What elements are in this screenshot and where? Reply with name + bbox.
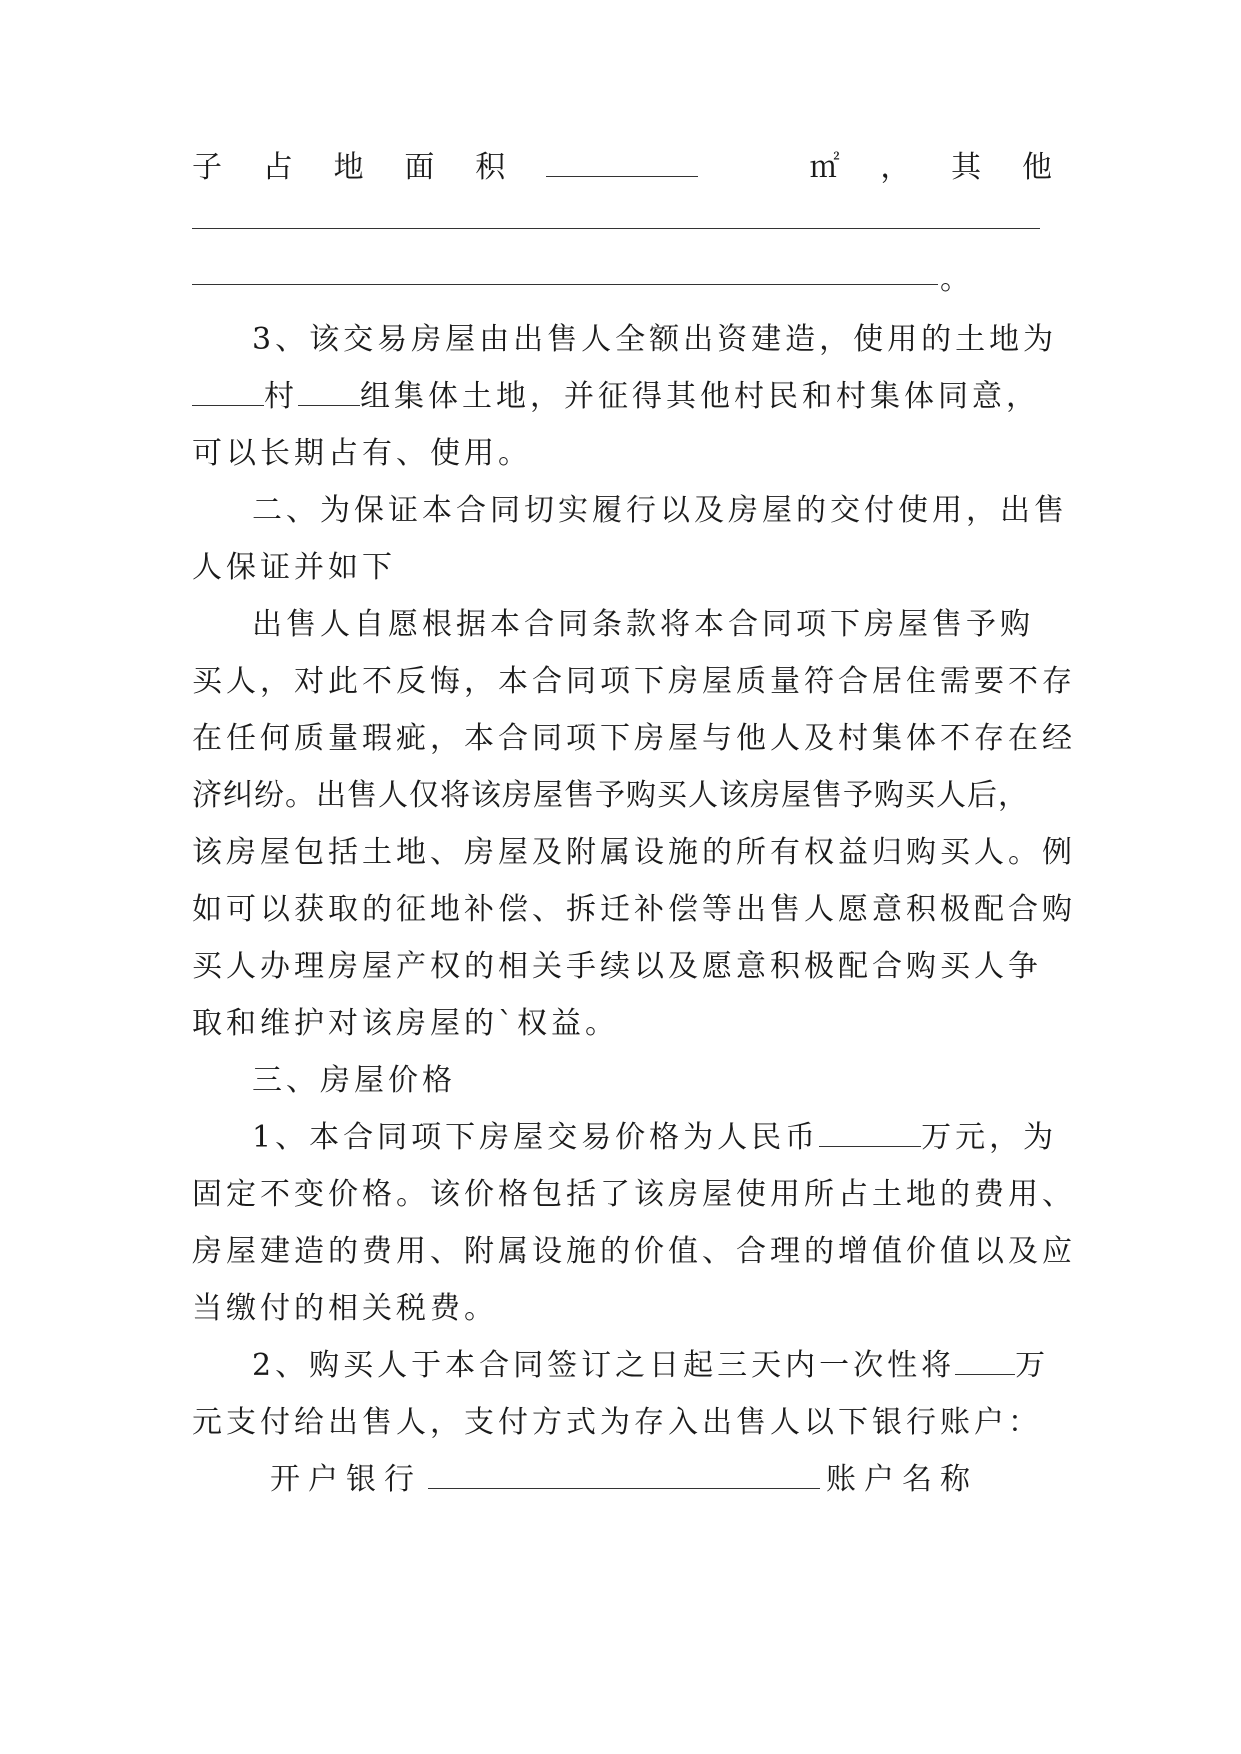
price-blank[interactable]: [819, 1120, 921, 1147]
land-area-line: [192, 148, 1052, 188]
payment-amount-blank[interactable]: [955, 1348, 1015, 1375]
price-1-line-4: 当缴付的相关税费。: [192, 1291, 498, 1326]
clause-3-line-2: [192, 377, 1052, 417]
seller-para-line-3: 在任何质量瑕疵，本合同项下房屋与他人及村集体不存在经: [192, 721, 1076, 756]
group-blank[interactable]: [298, 379, 360, 406]
seller-para-line-2: 买人，对此不反悔，本合同项下房屋质量符合居住需要不存: [192, 664, 1076, 699]
price-2-line-2: 元支付给出售人，支付方式为存入出售人以下银行账户：: [192, 1405, 1042, 1440]
seller-para-line-6: 如可以获取的征地补偿、拆迁补偿等出售人愿意积极配合购: [192, 892, 1076, 927]
text-char: 面: [404, 150, 435, 185]
section-3-title: 三、房屋价格: [252, 1063, 456, 1098]
payment-unit-text: 万: [1015, 1348, 1050, 1383]
section-2-line-1: 二、为保证本合同切实履行以及房屋的交付使用，出售: [252, 493, 1068, 528]
price-2-line-1: [252, 1346, 1052, 1386]
bank-line: [270, 1460, 1052, 1500]
text-char: 积: [475, 150, 506, 185]
clause-3-line-1: 3、该交易房屋由出售人全额出资建造，使用的土地为: [252, 322, 1058, 357]
village-label: 村: [264, 379, 298, 414]
text-char: 子: [192, 150, 222, 185]
text-char: 占: [262, 150, 293, 185]
text-char: 其: [951, 150, 982, 185]
unit-label: ㎡: [809, 150, 840, 185]
price-2-text: 2、购买人于本合同签订之日起三天内一次性将: [252, 1348, 956, 1383]
seller-para-line-8: 取和维护对该房屋的`权益。: [192, 1006, 619, 1041]
price-1-line-1: [252, 1118, 1058, 1158]
seller-para-line-5: 该房屋包括土地、房屋及附属设施的所有权益归购买人。例: [192, 835, 1076, 870]
land-area-blank[interactable]: [546, 150, 698, 177]
text-char: 地: [333, 150, 364, 185]
village-blank[interactable]: [192, 379, 264, 406]
seller-para-line-7: 买人办理房屋产权的相关手续以及愿意积极配合购买人争: [192, 949, 1042, 984]
bank-name-blank[interactable]: [428, 1462, 820, 1489]
seller-para-line-1: 出售人自愿根据本合同条款将本合同项下房屋售予购: [252, 607, 1034, 642]
seller-para-line-4: 济纠纷。出售人仅将该房屋售予购买人该房屋售予购买人后，: [192, 778, 1029, 813]
period: 。: [940, 262, 970, 297]
other-blank-line-1[interactable]: [192, 228, 1040, 229]
comma: ，: [880, 150, 911, 185]
price-1-line-2: 固定不变价格。该价格包括了该房屋使用所占土地的费用、: [192, 1177, 1076, 1212]
clause-3-text: 组集体土地，并征得其他村民和村集体同意，: [360, 379, 1040, 414]
price-unit-text: 万元，为: [921, 1120, 1058, 1155]
price-1-text: 1、本合同项下房屋交易价格为人民币: [252, 1120, 820, 1155]
other-blank-line-2[interactable]: [192, 284, 938, 285]
bank-label: 开户银行: [270, 1462, 422, 1497]
section-2-line-2: 人保证并如下: [192, 550, 396, 585]
account-name-label: 账户名称: [826, 1462, 978, 1497]
price-1-line-3: 房屋建造的费用、附属设施的价值、合理的增值价值以及应: [192, 1234, 1076, 1269]
text-char: 他: [1021, 150, 1052, 185]
clause-3-line-3: 可以长期占有、使用。: [192, 436, 532, 471]
